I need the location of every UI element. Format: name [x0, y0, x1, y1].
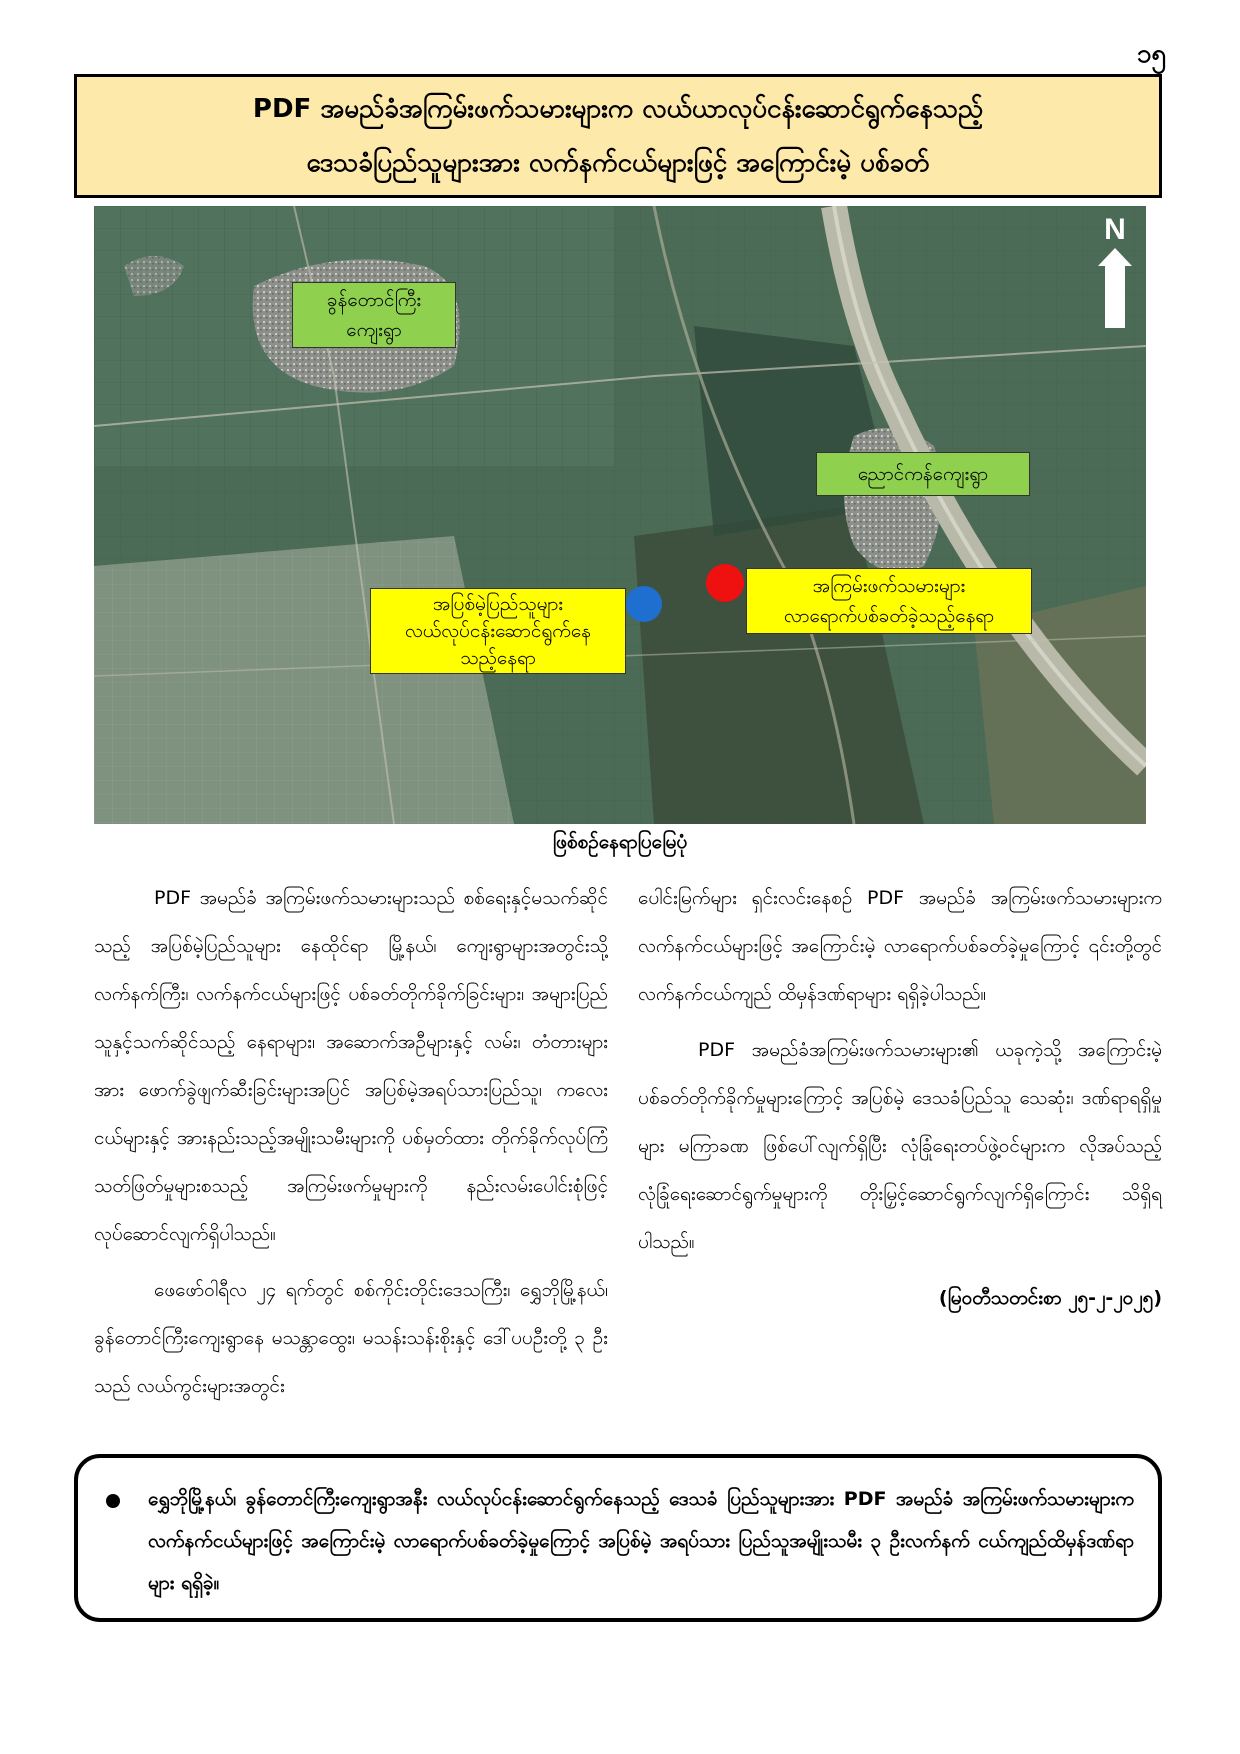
title-line-1: PDF အမည်ခံအကြမ်းဖက်သမားများက လယ်ယာလုပ်ငန်းဆောင်ရွက်နေသည့်	[252, 94, 984, 124]
source-citation: (မြဝတီသတင်းစာ ၂၅-၂-၂၀၂၅)	[938, 1287, 1162, 1309]
label-civilian-location	[370, 588, 626, 674]
paragraph: PDF အမည်ခံ အကြမ်းဖက်သမားများသည် စစ်ရေးနှင့်မသက်ဆိုင်သည့် အပြစ်မဲ့ပြည်သူများ နေထိုင်ရာ မြို့နယ်၊ ကျေးရွာများအတွင်းသို့ လက်နက်ကြီး၊ လက်နက်ငယ်များဖြင့် ပစ်ခတ်တိုက်ခိုက်ခြင်းများ၊ အများပြည်သူနှင့်သက်ဆိုင်သည့် နေရာများ၊ အဆောက်အဦများနှင့် လမ်း၊ တံတားများအား ဖောက်ခွဲဖျက်ဆီးခြင်းများအပြင် အပြစ်မဲ့အရပ်သားပြည်သူ၊ ကလေးငယ်များနှင့် အားနည်းသည့်အမျိုးသမီးများကို ပစ်မှတ်ထား တိုက်ခိုက်လုပ်ကြံသတ်ဖြတ်မှုများစသည့် အကြမ်းဖက်မှုများကို နည်းလမ်းပေါင်းစုံဖြင့် လုပ်ဆောင်လျက်ရှိပါသည်။	[94, 887, 608, 1245]
paragraph: PDF အမည်ခံအကြမ်းဖက်သမားများ၏ ယခုကဲ့သို့ အကြောင်းမဲ့ ပစ်ခတ်တိုက်ခိုက်မှုများကြောင့် အပြစ်မဲ့ ဒေသခံပြည်သူ သေဆုံး၊ ဒဏ်ရာရရှိမှုများ မကြာခဏ ဖြစ်ပေါ်လျက်ရှိပြီး လုံခြုံရေးတပ်ဖွဲ့ဝင်များက လိုအပ်သည့် လုံခြုံရေးဆောင်ရွက်မှုများကို တိုးမြှင့်ဆောင်ရွက်လျက်ရှိကြောင်း သိရှိရပါသည်။	[638, 1039, 1162, 1253]
label-line: ညောင်ကန်ကျေးရွာ	[857, 463, 989, 485]
north-indicator	[1098, 214, 1132, 328]
summary-box	[74, 1454, 1162, 1622]
summary-text: ရွှေဘိုမြို့နယ်၊ ခွန်တောင်ကြီးကျေးရွာအနီး လယ်လုပ်ငန်းဆောင်ရွက်နေသည့် ဒေသခံ ပြည်သူများအား PDF အမည်ခံ အကြမ်းဖက်သမားများက လက်နက်ငယ်များဖြင့် အကြောင်းမဲ့ လာရောက်ပစ်ခတ်ခဲ့မှုကြောင့် အပြစ်မဲ့ အရပ်သား ပြည်သူအမျိုးသမီး ၃ ဦးလက်နက် ငယ်ကျည်ထိမှန်ဒဏ်ရာများ ရရှိခဲ့။	[148, 1488, 1134, 1594]
label-nyaung-kan-village	[816, 452, 1030, 496]
article-right-column	[638, 874, 1162, 1322]
title-line-2: ဒေသခံပြည်သူများအား လက်နက်ငယ်များဖြင့် အကြောင်းမဲ့ ပစ်ခတ်	[306, 148, 930, 178]
article-left-column	[94, 874, 608, 1418]
satellite-terrain	[94, 206, 1146, 824]
label-attack-location	[746, 568, 1032, 634]
map-caption: ဖြစ်စဉ်နေရာပြမြေပုံ	[552, 831, 688, 853]
civilian-location-marker	[626, 586, 662, 622]
label-line: ခွန်တောင်ကြီး	[326, 289, 422, 311]
page-number: ၁၅	[1136, 39, 1166, 69]
paragraph: ဖေဖော်ဝါရီလ ၂၄ ရက်တွင် စစ်ကိုင်းတိုင်းဒေသကြီး၊ ရွှေဘိုမြို့နယ်၊ ခွန်တောင်ကြီးကျေးရွာနေ မသန္တာထွေး၊ မသန်းသန်းစိုးနှင့် ဒေါ်ပပဦးတို့ ၃ ဦးသည် လယ်ကွင်းများအတွင်း	[94, 1279, 608, 1397]
label-line: သည့်နေရာ	[460, 646, 536, 669]
label-line: အပြစ်မဲ့ပြည်သူများ	[432, 592, 564, 615]
label-line: အကြမ်းဖက်သမားများ	[812, 575, 966, 597]
paragraph: ပေါင်းမြက်များ ရှင်းလင်းနေစဉ် PDF အမည်ခံ အကြမ်းဖက်သမားများက လက်နက်ငယ်များဖြင့် အကြောင်းမဲ့ လာရောက်ပစ်ခတ်ခဲ့မှုကြောင့် ၎င်းတို့တွင် လက်နက်ငယ်ကျည် ထိမှန်ဒဏ်ရာများ ရရှိခဲ့ပါသည်။	[638, 887, 1162, 1005]
north-label: N	[1104, 213, 1126, 246]
attack-location-marker	[706, 564, 744, 602]
title-box	[74, 74, 1162, 198]
label-line: လယ်လုပ်ငန်းဆောင်ရွက်နေ	[404, 619, 592, 642]
north-arrow-icon	[1098, 248, 1132, 266]
label-line: လာရောက်ပစ်ခတ်ခဲ့သည့်နေရာ	[783, 605, 995, 627]
label-khun-taung-gyi-village	[292, 282, 456, 348]
label-line: ကျေးရွာ	[346, 319, 402, 341]
satellite-map	[94, 206, 1146, 824]
bullet-icon	[106, 1494, 120, 1508]
north-arrow-shaft	[1105, 266, 1125, 328]
